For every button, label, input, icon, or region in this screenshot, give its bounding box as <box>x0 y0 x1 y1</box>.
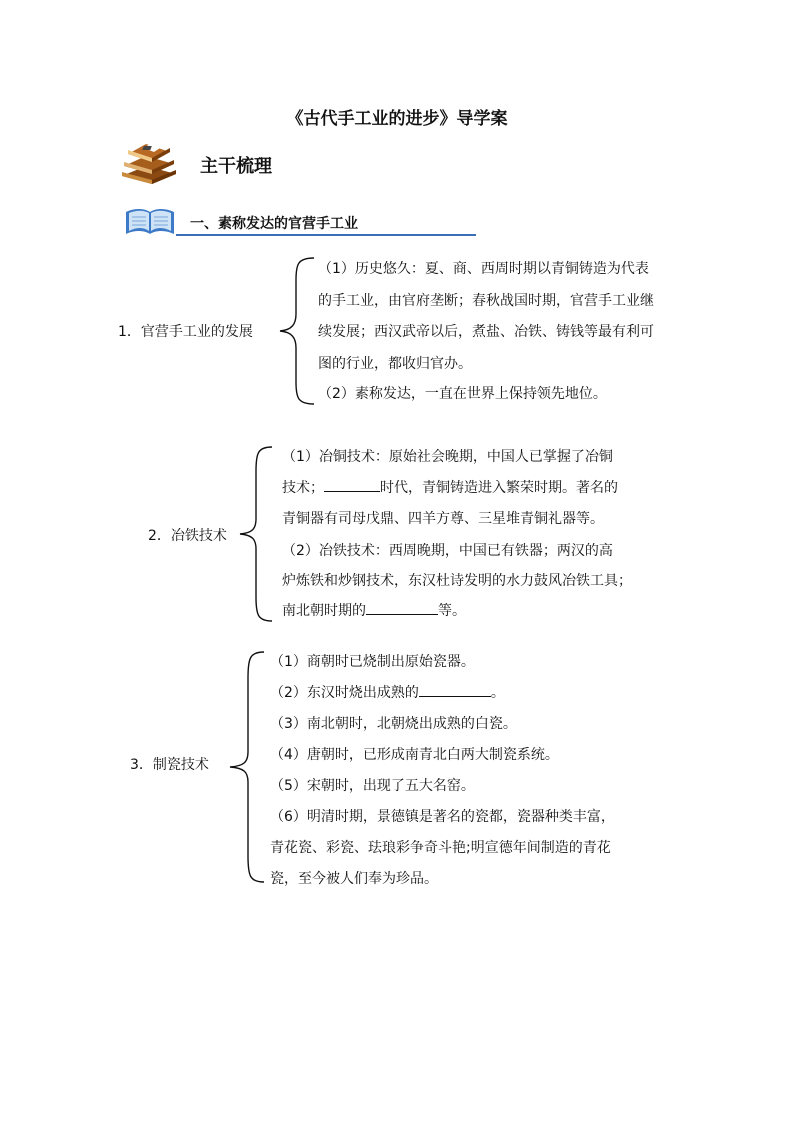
item-2-line <box>282 600 466 620</box>
item-1-line: 的手工业，由官府垄断；春秋战国时期，官营手工业继 <box>318 293 654 309</box>
item-1-line: （1）历史悠久：夏、商、西周时期以青铜铸造为代表 <box>318 261 649 277</box>
item-1-line: 图的行业，都收归官办。 <box>318 356 472 372</box>
item-2-line: （1）冶铜技术：原始社会晚期，中国人已掌握了冶铜 <box>282 449 613 465</box>
item-2-line: 炉炼铁和炒钢技术，东汉杜诗发明的水力鼓风冶铁工具； <box>282 573 632 589</box>
item-3-label: 3．制瓷技术 <box>130 757 209 773</box>
item-3-line: 青花瓷、彩瓷、珐琅彩争奇斗艳;明宣德年间制造的青花 <box>270 840 611 856</box>
item-1-brace <box>278 256 318 406</box>
item-3-line: 瓷，至今被人们奉为珍品。 <box>270 871 438 887</box>
item-2-label: 2．冶铁技术 <box>148 528 227 544</box>
item-2-line-text: 南北朝时期的 <box>282 603 366 619</box>
books-icon <box>118 140 180 188</box>
item-2-line-text: 等。 <box>438 603 466 619</box>
item-1-line: 续发展；西汉武帝以后，煮盐、冶铁、铸钱等最有利可 <box>318 324 654 340</box>
item-2-brace <box>238 445 278 623</box>
item-1-label: 1．官营手工业的发展 <box>118 324 253 340</box>
item-2-line-text: 技术； <box>282 480 324 496</box>
fill-in-blank[interactable] <box>419 682 491 697</box>
item-3-line-text: 。 <box>490 685 505 701</box>
item-3-line: （1）商朝时已烧制出原始瓷器。 <box>270 654 475 670</box>
item-3-line: （5）宋朝时，出现了五大名窑。 <box>270 778 475 794</box>
section-divider <box>176 234 476 236</box>
item-2-line-text: 时代，青铜铸造进入繁荣时期。著名的 <box>380 480 618 496</box>
item-1-line: （2）素称发达，一直在世界上保持领先地位。 <box>318 386 607 402</box>
section-heading-main: 主干梳理 <box>200 156 272 177</box>
item-3-line: （6）明清时期，景德镇是著名的瓷都，瓷器种类丰富， <box>270 809 615 825</box>
item-2-line: 青铜器有司母戊鼎、四羊方尊、三星堆青铜礼器等。 <box>282 511 604 527</box>
open-book-icon <box>124 204 176 238</box>
item-3-brace <box>228 650 268 886</box>
section-heading-sub: 一、素称发达的官营手工业 <box>190 216 358 232</box>
item-3-line: （4）唐朝时，已形成南青北白两大制瓷系统。 <box>270 747 559 763</box>
item-2-line <box>282 477 618 497</box>
page-title: 《古代手工业的进步》导学案 <box>286 109 508 129</box>
item-3-line <box>270 682 505 702</box>
item-2-line: （2）冶铁技术：西周晚期，中国已有铁器；两汉的高 <box>282 543 613 559</box>
fill-in-blank[interactable] <box>366 600 438 615</box>
fill-in-blank[interactable] <box>324 477 380 492</box>
item-3-line: （3）南北朝时，北朝烧出成熟的白瓷。 <box>270 716 517 732</box>
item-3-line-text: （2）东汉时烧出成熟的 <box>270 685 419 701</box>
